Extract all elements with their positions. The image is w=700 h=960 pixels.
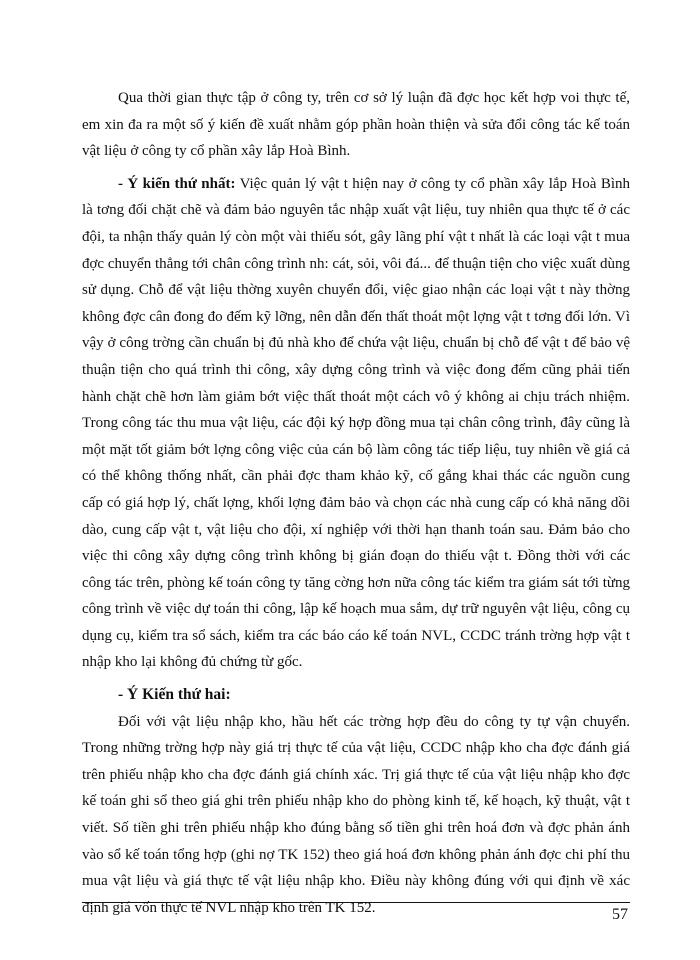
first-opinion-body: Việc quản lý vật t hiện nay ở công ty cổ phần xây lắp Hoà Bình là tơng đối chặt chẽ và đảm bảo nguyên tắc nhập xuất vật liệu, tuy nhiên qua thực tế ở các đội, ta nhận thấy quản lý còn một vài thiếu sót, gây lãng phí vật t nhất là các loại vật t mua đợc chuyển thẳng tới chân công trình nh: cát, sỏi, vôi đá... để thuận tiện cho việc xuất dùng sử dụng. Chỗ để vật liệu thờng xuyên chuyển đổi, việc giao nhận các loại vật t này thờng không đợc cân đong đo đếm kỹ lỡng, nên dẫn đến thất thoát một lợng vật t tơng đối lớn. Vì vậy ở công trờng cần chuẩn bị đủ nhà kho để chứa vật liệu, chuẩn bị chỗ để vật t để bảo vệ thuận tiện cho quá trình thi công, xây dựng công trình và việc đong đếm cũng phải tiến hành chặt chẽ hơn làm giảm bớt việc thất thoát một cách vô ý không ai chịu trách nhiệm. Trong công tác thu mua vật liệu, các đội ký hợp đồng mua tại chân công trình, đây cũng là một mặt tốt giảm bớt lợng công việc của cán bộ làm công tác tiếp liệu, tuy nhiên về giá cả có thể không thống nhất, cần phải đợc tham khảo kỹ, cố gắng khai thác các nguồn cung cấp có giá hợp lý, chất lợng, khối lợng đảm bảo và chọn các nhà cung cấp có khả năng dồi dào, cung cấp vật t, vật liệu cho đội, xí nghiệp với thời hạn thanh toán sau. Đảm bảo cho việc thi công xây dựng công trình không bị gián đoạn do thiếu vật t. Đồng thời với các công tác trên, phòng kế toán công ty tăng cờng hơn nữa công tác kiểm tra giám sát tới từng công trình về việc dự toán thi công, lập kế hoạch mua sắm, dự trữ nguyên vật liệu, công cụ dụng cụ, kiểm tra sổ sách, kiểm tra các báo cáo kế toán NVL, CCDC tránh trờng hợp vật t nhập kho lại không đủ chứng từ gốc. [82,175,630,671]
footer-divider [82,902,630,903]
intro-paragraph: Qua thời gian thực tập ở công ty, trên cơ sở lý luận đã đợc học kết hợp voi thực tế, em xin đa ra một số ý kiến đề xuất nhằm góp phần hoàn thiện và sửa đổi công tác kế toán vật liệu ở công ty cổ phần xây lắp Hoà Bình. [82,90,630,160]
first-opinion-paragraph [82,171,630,676]
first-opinion-heading: - Ý kiến thứ nhất: [118,175,236,192]
second-opinion-heading: - Ý Kiến thứ hai: [118,686,231,704]
document-body [82,85,630,921]
second-opinion-paragraph: Đối với vật liệu nhập kho, hầu hết các trờng hợp đều do công ty tự vận chuyển. Trong những trờng hợp này giá trị thực tế của vật liệu, CCDC nhập kho cha đợc đánh giá trên phiếu nhập kho cha đợc đánh giá chính xác. Trị giá thực tế của vật liệu nhập kho đợc kế toán ghi sổ theo giá ghi trên phiếu nhập kho do phòng kinh tế, kế hoạch, kỹ thuật, vật t viết. Số tiền ghi trên phiếu nhập kho đúng bằng số tiền ghi trên hoá đơn và đợc phản ánh vào sổ kế toán tổng hợp (ghi nợ TK 152) theo giá hoá đơn không phản ánh đợc chi phí thu mua vật liệu và giá thực tế vật liệu nhập kho. Điều này không đúng với qui định về xác định giá vốn thực tế NVL nhập kho trên TK 152. [82,713,630,916]
page-number: 57 [612,906,628,923]
